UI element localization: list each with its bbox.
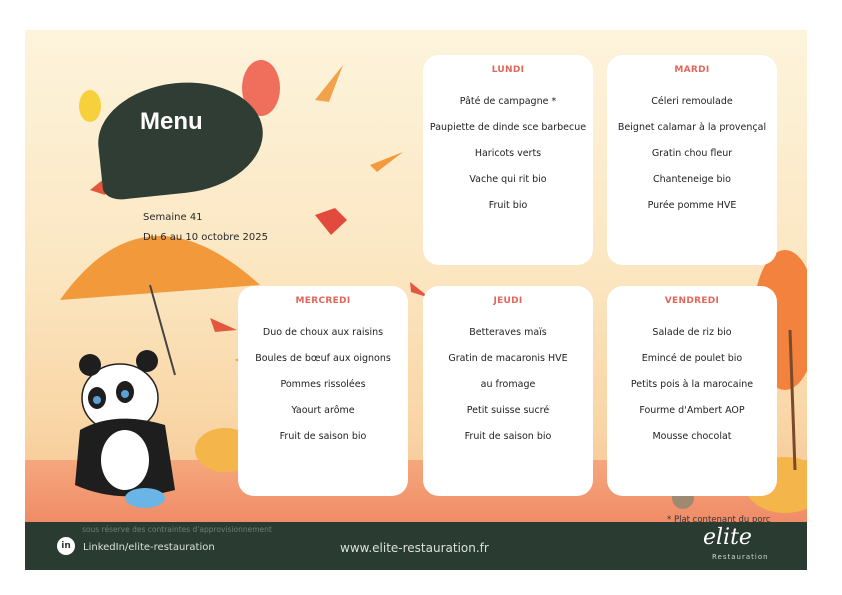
menu-item: Boules de bœuf aux oignons	[255, 353, 391, 364]
menu-item: Betteraves maïs	[469, 327, 547, 338]
elite-logo: elite	[703, 525, 752, 550]
week-label: Semaine 41	[143, 212, 203, 223]
day-title: VENDREDI	[664, 296, 720, 306]
umbrella-icon	[60, 236, 260, 300]
menu-item: Vache qui rit bio	[469, 174, 547, 185]
yellow-balloon-icon	[79, 90, 101, 122]
leaf-icon	[370, 152, 403, 172]
day-title: JEUDI	[493, 296, 523, 306]
leaf-icon	[210, 318, 237, 332]
menu-item: Chanteneige bio	[653, 174, 731, 185]
menu-item: Beignet calamar à la provençal	[617, 122, 767, 133]
menu-item: Paupiette de dinde sce barbecue	[429, 122, 587, 133]
pork-note: * Plat contenant du porc	[667, 515, 771, 525]
date-range: Du 6 au 10 octobre 2025	[143, 232, 268, 243]
linkedin-icon[interactable]: in	[57, 537, 75, 555]
menu-item: Pommes rissolées	[280, 379, 366, 390]
menu-item: Petits pois à la marocaine	[630, 379, 754, 390]
day-card-vendredi	[607, 286, 777, 496]
menu-item: Duo de choux aux raisins	[262, 327, 384, 338]
menu-item: Mousse chocolat	[652, 431, 732, 442]
menu-item: Purée pomme HVE	[647, 200, 737, 211]
website-link[interactable]: www.elite-restauration.fr	[340, 541, 489, 555]
menu-item: Gratin de macaronis HVE	[448, 353, 568, 364]
menu-item: Yaourt arôme	[291, 405, 355, 416]
day-title: LUNDI	[491, 65, 525, 75]
elite-logo-subtitle: Restauration	[712, 553, 769, 561]
menu-item: Petit suisse sucré	[466, 405, 550, 416]
menu-item: Gratin chou fleur	[651, 148, 733, 159]
day-title: MERCREDI	[295, 296, 351, 306]
page-title: Menu	[140, 108, 203, 135]
menu-item: Céleri remoulade	[651, 96, 733, 107]
menu-item: Fruit de saison bio	[279, 431, 367, 442]
menu-item: Haricots verts	[474, 148, 542, 159]
menu-item: Fruit bio	[488, 200, 528, 211]
day-card-lundi	[423, 55, 593, 265]
menu-item: Fourme d'Ambert AOP	[639, 405, 745, 416]
leaf-icon	[315, 65, 343, 102]
bird-icon	[315, 208, 347, 235]
menu-item: Emincé de poulet bio	[641, 353, 743, 364]
day-card-mardi	[607, 55, 777, 265]
day-title: MARDI	[674, 65, 710, 75]
puddle-icon	[125, 488, 165, 508]
menu-item: Salade de riz bio	[652, 327, 732, 338]
linkedin-link[interactable]: LinkedIn/elite-restauration	[83, 542, 215, 553]
menu-item: Pâté de campagne *	[459, 96, 557, 107]
supply-disclaimer: sous réserve des contraintes d'approvisionnement	[82, 525, 272, 534]
day-card-jeudi	[423, 286, 593, 496]
day-card-mercredi	[238, 286, 408, 496]
menu-item: Fruit de saison bio	[464, 431, 552, 442]
menu-item: au fromage	[480, 379, 536, 390]
